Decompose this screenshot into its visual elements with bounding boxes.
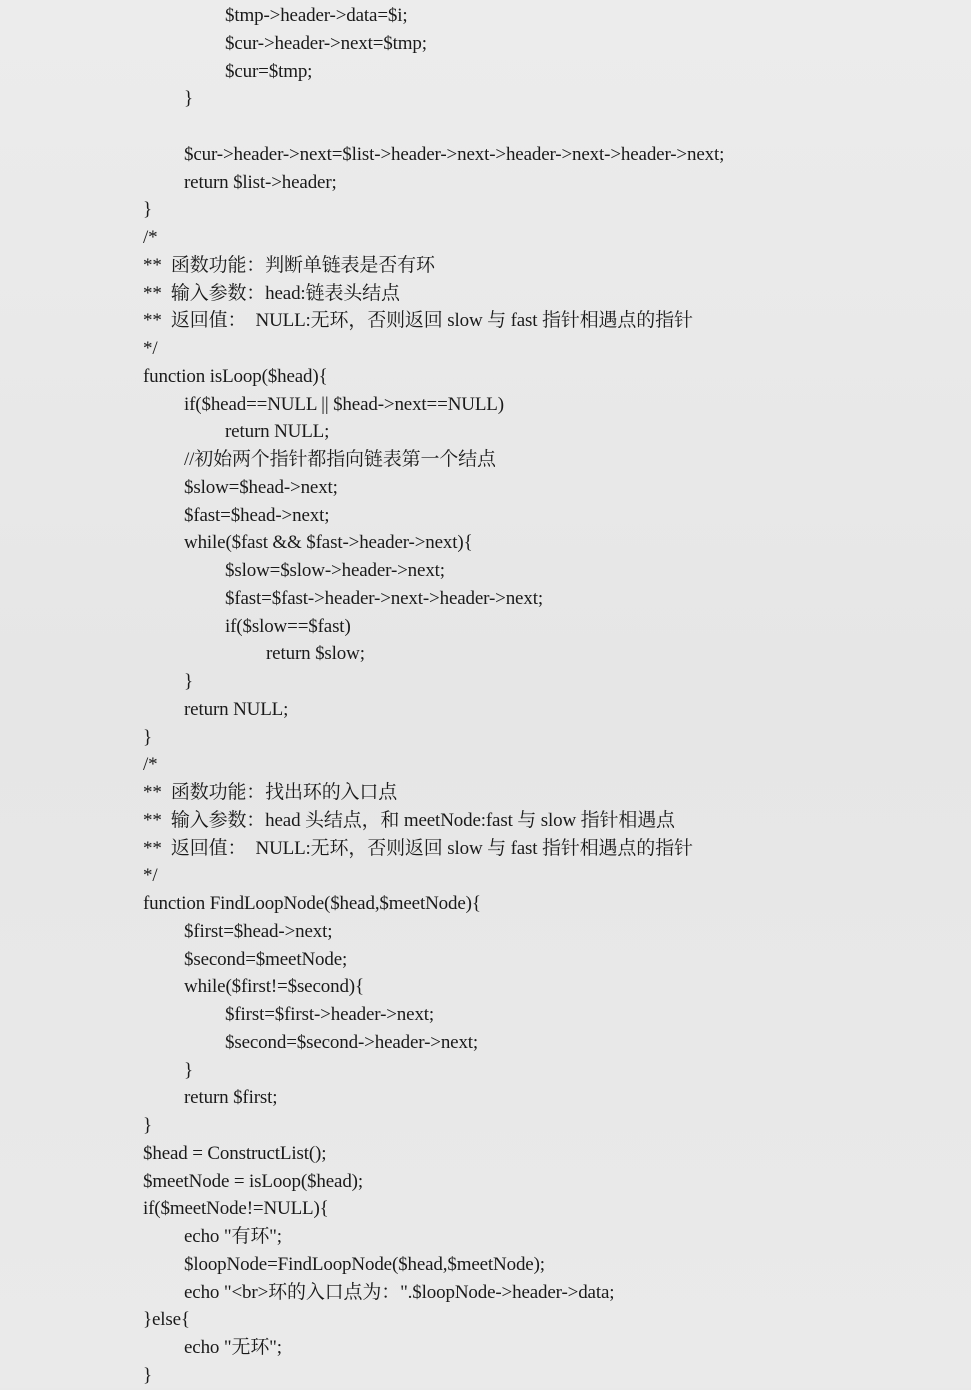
code-line: return NULL; [225, 421, 330, 443]
code-line: echo "<br>环的入口点为：".$loopNode->header->data; [184, 1281, 615, 1303]
code-line: ** 返回值： NULL:无环，否则返回 slow 与 fast 指针相遇点的指针 [143, 310, 693, 332]
code-line: echo "无环"; [184, 1337, 282, 1358]
code-line: ** 函数功能：判断单链表是否有环 [143, 254, 435, 276]
code-line: if($head==NULL || $head->next==NULL) [184, 393, 504, 415]
code-line: return $first; [184, 1087, 278, 1109]
code-line [143, 113, 963, 141]
code-line: ** 输入参数：head:链表头结点 [143, 282, 400, 304]
code-line: $first=$head->next; [184, 920, 333, 942]
code-line: } [143, 199, 152, 221]
code-line: /* [143, 754, 158, 776]
code-line: } [143, 1115, 152, 1136]
code-line: }else{ [143, 1309, 190, 1331]
code-line: $cur->header->next=$list->header->next->header->next->header->next; [184, 143, 725, 165]
code-line: $meetNode = isLoop($head); [143, 1170, 363, 1192]
code-line: function FindLoopNode($head,$meetNode){ [143, 893, 481, 914]
code-line: while($fast && $fast->header->next){ [184, 532, 473, 554]
code-line: echo "有环"; [184, 1226, 282, 1247]
code-line: if($slow==$fast) [225, 615, 351, 637]
code-line: function isLoop($head){ [143, 365, 328, 387]
code-line: return NULL; [184, 698, 289, 720]
code-line: ** 返回值： NULL:无环，否则返回 slow 与 fast 指针相遇点的指针 [143, 837, 693, 859]
code-line: $second=$second->header->next; [225, 1031, 479, 1053]
code-line: } [184, 671, 193, 692]
code-line: $cur=$tmp; [225, 60, 313, 82]
code-line: if($meetNode!=NULL){ [143, 1198, 329, 1220]
code-line: $slow=$slow->header->next; [225, 560, 445, 581]
code-line: $first=$first->header->next; [225, 1004, 435, 1025]
code-line: */ [143, 338, 158, 359]
code-listing [143, 2, 963, 1390]
code-line: return $slow; [266, 643, 365, 665]
code-line: } [184, 1059, 193, 1081]
code-line: $fast=$head->next; [184, 504, 330, 526]
code-line: //初始两个指针都指向链表第一个结点 [184, 449, 496, 470]
code-line: $loopNode=FindLoopNode($head,$meetNode); [184, 1253, 545, 1275]
code-line: $second=$meetNode; [184, 948, 348, 970]
code-line: while($first!=$second){ [184, 976, 364, 998]
code-line: $fast=$fast->header->next->header->next; [225, 587, 543, 609]
code-line: */ [143, 865, 158, 887]
code-line: } [143, 726, 152, 748]
code-line: $tmp->header->data=$i; [225, 5, 408, 26]
code-line: return $list->header; [184, 171, 337, 193]
code-line: ** 函数功能：找出环的入口点 [143, 782, 398, 803]
code-line: } [143, 1364, 152, 1386]
code-line: $slow=$head->next; [184, 476, 338, 498]
code-line: $head = ConstructList(); [143, 1142, 327, 1164]
code-line: ** 输入参数：head 头结点，和 meetNode:fast 与 slow 指针相遇点 [143, 809, 675, 831]
code-line: $cur->header->next=$tmp; [225, 32, 427, 54]
code-line: } [184, 88, 193, 110]
code-line: /* [143, 227, 158, 248]
